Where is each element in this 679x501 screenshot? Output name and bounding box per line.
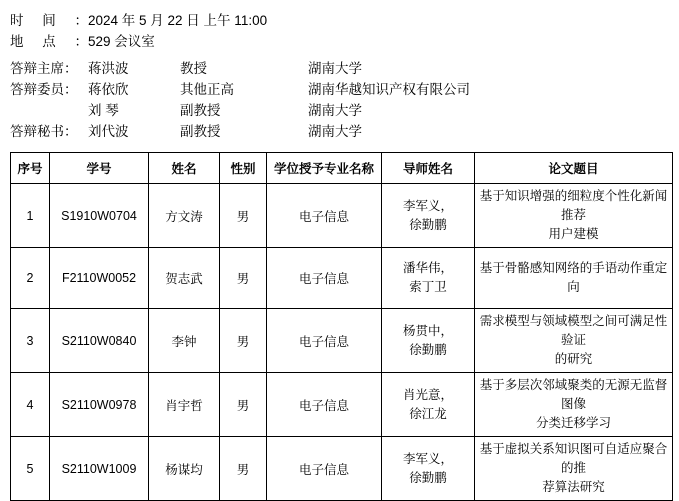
cell-student-id: S2110W0840 (50, 309, 149, 373)
committee-name-secretary: 刘代波 (88, 124, 129, 139)
committee-name-chair: 蒋洪波 (88, 61, 129, 76)
location-value: 529 会议室 (88, 34, 155, 49)
cell-index: 2 (11, 248, 50, 309)
defense-info-block (10, 10, 671, 142)
cell-sex: 男 (220, 437, 267, 501)
cell-index: 4 (11, 373, 50, 437)
cell-thesis: 需求模型与领域模型之间可满足性验证 的研究 (475, 309, 673, 373)
column-header-student-id: 学号 (50, 153, 149, 184)
committee-affiliation-member-2: 湖南大学 (308, 103, 362, 118)
cell-advisor: 肖光意， 徐江龙 (382, 373, 475, 437)
committee-role-member-1: 答辩委员： (10, 82, 78, 97)
column-header-advisor: 导师姓名 (382, 153, 475, 184)
cell-student-id: S2110W1009 (50, 437, 149, 501)
info-row-time (10, 10, 671, 31)
committee-name-member-2: 刘 琴 (88, 103, 119, 118)
location-label-char-1: 地 (10, 34, 24, 49)
location-label (10, 31, 88, 52)
committee-title-member-1: 其他正高 (180, 82, 234, 97)
cell-major: 电子信息 (267, 373, 382, 437)
table-row (11, 184, 673, 248)
cell-advisor: 潘华伟， 索丁卫 (382, 248, 475, 309)
cell-index: 3 (11, 309, 50, 373)
cell-sex: 男 (220, 309, 267, 373)
cell-thesis: 基于多层次邻域聚类的无源无监督图像 分类迁移学习 (475, 373, 673, 437)
committee-affiliation-secretary: 湖南大学 (308, 124, 362, 139)
cell-name: 李钟 (149, 309, 220, 373)
location-label-char-2: 点 (42, 34, 56, 49)
cell-advisor: 李军义， 徐勤鹏 (382, 184, 475, 248)
cell-student-id: S2110W0978 (50, 373, 149, 437)
cell-sex: 男 (220, 248, 267, 309)
cell-thesis: 基于知识增强的细粒度个性化新闻推荐 用户建模 (475, 184, 673, 248)
time-value: 2024 年 5 月 22 日 上午 11:00 (88, 13, 268, 28)
info-row-location (10, 31, 671, 52)
table-header-row (11, 153, 673, 184)
table-row (11, 373, 673, 437)
committee-row (10, 100, 671, 121)
cell-student-id: S1910W0704 (50, 184, 149, 248)
committee-row (10, 121, 671, 142)
table-row (11, 248, 673, 309)
cell-name: 方文涛 (149, 184, 220, 248)
column-header-index: 序号 (11, 153, 50, 184)
cell-sex: 男 (220, 373, 267, 437)
cell-name: 贺志武 (149, 248, 220, 309)
cell-student-id: F2110W0052 (50, 248, 149, 309)
committee-role-chair: 答辩主席： (10, 61, 78, 76)
column-header-thesis: 论文题目 (475, 153, 673, 184)
committee-role-secretary: 答辩秘书： (10, 124, 78, 139)
time-label-colon: ： (74, 13, 88, 28)
column-header-sex: 性别 (220, 153, 267, 184)
cell-major: 电子信息 (267, 184, 382, 248)
cell-thesis: 基于虚拟关系知识图可自适应聚合的推 荐算法研究 (475, 437, 673, 501)
committee-title-secretary: 副教授 (180, 124, 221, 139)
committee-affiliation-member-1: 湖南华越知识产权有限公司 (308, 82, 470, 97)
cell-sex: 男 (220, 184, 267, 248)
committee-row (10, 58, 671, 79)
cell-major: 电子信息 (267, 309, 382, 373)
time-label (10, 10, 88, 31)
cell-index: 5 (11, 437, 50, 501)
cell-advisor: 杨贯中， 徐勤鹏 (382, 309, 475, 373)
column-header-name: 姓名 (149, 153, 220, 184)
column-header-major: 学位授予专业名称 (267, 153, 382, 184)
cell-name: 杨谋均 (149, 437, 220, 501)
cell-major: 电子信息 (267, 437, 382, 501)
committee-affiliation-chair: 湖南大学 (308, 61, 362, 76)
committee-row (10, 79, 671, 100)
location-label-colon: ： (74, 34, 88, 49)
committee-title-member-2: 副教授 (180, 103, 221, 118)
cell-major: 电子信息 (267, 248, 382, 309)
cell-advisor: 李军义， 徐勤鹏 (382, 437, 475, 501)
students-table (10, 152, 673, 501)
table-row (11, 309, 673, 373)
time-label-char-2: 间 (42, 13, 56, 28)
time-label-char-1: 时 (10, 13, 24, 28)
committee-title-chair: 教授 (180, 61, 207, 76)
table-row (11, 437, 673, 501)
cell-thesis: 基于骨骼感知网络的手语动作重定向 (475, 248, 673, 309)
committee-name-member-1: 蒋依欣 (88, 82, 129, 97)
cell-index: 1 (11, 184, 50, 248)
cell-name: 肖宇哲 (149, 373, 220, 437)
